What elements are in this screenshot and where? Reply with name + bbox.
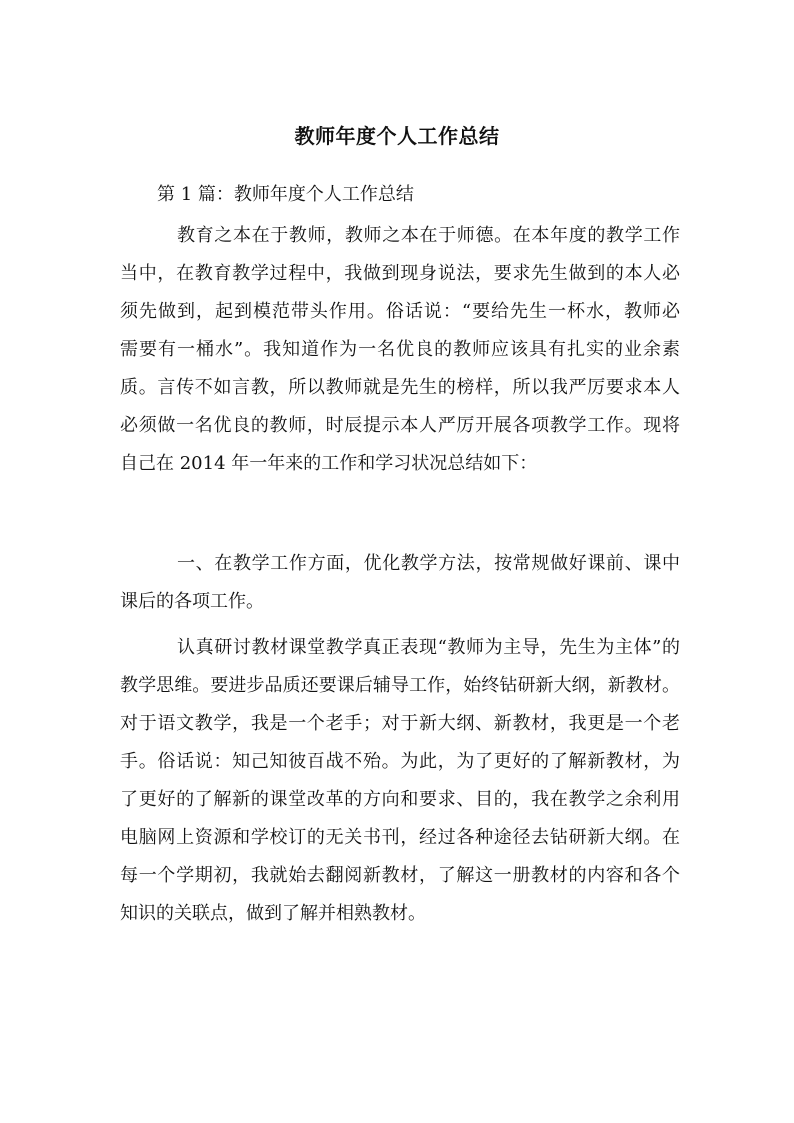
- paragraph-line: 课后的各项工作。: [120, 591, 264, 612]
- paragraph-line: 质。言传不如言教，所以教师就是先生的榜样，所以我严厉要求本人: [120, 377, 680, 398]
- paragraph-line: 对于语文教学，我是一个老手；对于新大纲、新教材，我更是一个老: [120, 713, 680, 734]
- paragraph-line: 每一个学期初，我就始去翻阅新教材，了解这一册教材的内容和各个: [120, 865, 680, 886]
- paragraph-intro: [120, 217, 680, 483]
- paragraph-line: 认真研讨教材课堂教学真正表现“教师为主导，先生为主体”的: [177, 637, 680, 658]
- document-title: 教师年度个人工作总结: [294, 124, 500, 148]
- paragraph-line: 知识的关联点，做到了解并相熟教材。: [120, 903, 426, 924]
- paragraph-section-one-heading: [120, 545, 680, 621]
- paragraph-line: 必须做一名优良的教师，时辰提示本人严厉开展各项教学工作。现将: [120, 415, 680, 436]
- paragraph-line: 需要有一桶水”。我知道作为一名优良的教师应该具有扎实的业余素: [120, 339, 680, 360]
- paragraph-line: 电脑网上资源和学校订的无关书刊，经过各种途径去钻研新大纲。在: [120, 827, 680, 848]
- paragraph-line: 自己在 2014 年一年来的工作和学习状况总结如下：: [120, 453, 538, 474]
- section-heading: 第 1 篇：教师年度个人工作总结: [157, 184, 414, 205]
- paragraph-line: 手。俗话说：知己知彼百战不殆。为此，为了更好的了解新教材，为: [120, 751, 680, 772]
- paragraph-line: 教育之本在于教师，教师之本在于师德。在本年度的教学工作: [177, 225, 680, 246]
- paragraph-line: 须先做到，起到模范带头作用。俗话说：“要给先生一杯水，教师必: [120, 301, 680, 322]
- paragraph-line: 一、在教学工作方面，优化教学方法，按常规做好课前、课中: [177, 553, 680, 574]
- paragraph-line: 教学思维。要进步品质还要课后辅导工作，始终钻研新大纲，新教材。: [120, 675, 680, 696]
- paragraph-teaching-materials: [120, 629, 680, 933]
- paragraph-line: 了更好的了解新的课堂改革的方向和要求、目的，我在教学之余利用: [120, 789, 680, 810]
- paragraph-line: 当中，在教育教学过程中，我做到现身说法，要求先生做到的本人必: [120, 263, 680, 284]
